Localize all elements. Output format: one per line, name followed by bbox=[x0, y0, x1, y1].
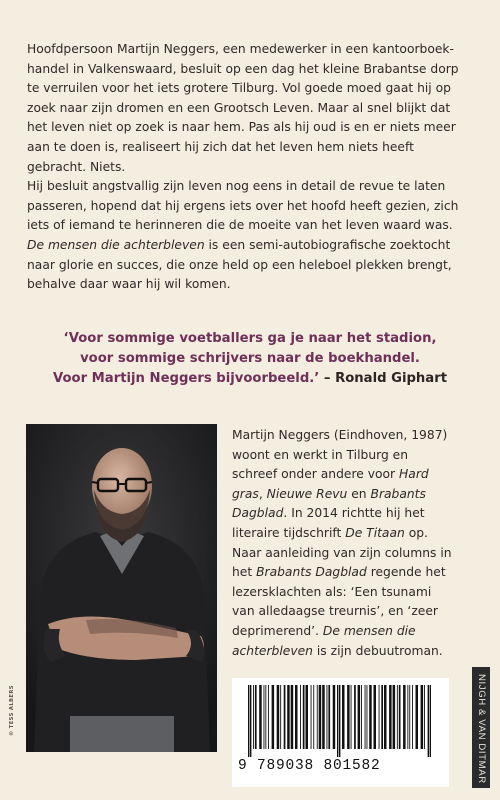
barcode-guard-bar bbox=[428, 685, 429, 757]
back-cover-blurb bbox=[27, 40, 467, 295]
blurb-paragraph-3-text: is een semi-autobiografische zoektocht naar glorie en succes, die onze held op een heleboel plekken brengt, behalve daar waar hij wil komen. bbox=[27, 237, 452, 292]
barcode-bar bbox=[259, 685, 262, 749]
barcode-bar bbox=[407, 685, 408, 749]
barcode-bar bbox=[272, 685, 275, 749]
barcode-bar bbox=[291, 685, 294, 749]
book-title-italic: De mensen die achterbleven bbox=[27, 237, 205, 252]
bio-italic-nieuwe-revu: Nieuwe Revu bbox=[266, 486, 348, 501]
blurb-paragraph-1: Hoofdpersoon Martijn Neggers, een medewerker in een kantoorboek-handel in Valkenswaard, besluit op een dag het kleine Brabantse dorp te verruilen voor het iets grotere Tilburg. Vol goede moed gaat hij op zoek naar zijn dromen en een Grootsch Leven. Maar al snel blijkt dat het leven niet op zoek is naar hem. Pas als hij oud is en er niets meer aan te doen is, realiseert hij zich dat het leven hem niets heeft gebracht. Niets. bbox=[27, 42, 459, 174]
blurb-paragraph-3 bbox=[27, 236, 467, 295]
barcode-bar bbox=[295, 685, 298, 749]
bio-text-7: is zijn debuutroman. bbox=[312, 643, 443, 658]
barcode-bar bbox=[280, 685, 281, 749]
barcode-bar bbox=[369, 685, 372, 749]
barcode-bar bbox=[393, 685, 396, 749]
barcode-bar bbox=[342, 685, 345, 749]
barcode-guard-bar bbox=[337, 685, 338, 757]
author-bio bbox=[232, 426, 457, 661]
endorsement-quote bbox=[20, 329, 480, 388]
barcode-guard-bar bbox=[250, 685, 251, 757]
barcode-bar bbox=[317, 685, 318, 749]
barcode-bar bbox=[361, 685, 362, 749]
bio-italic-brabants-dagblad-2: Brabants Dagblad bbox=[256, 565, 367, 580]
barcode-bar bbox=[303, 685, 305, 749]
barcode-bar bbox=[374, 685, 377, 749]
barcode-bar bbox=[403, 685, 406, 749]
bio-text-3: en bbox=[347, 486, 371, 501]
barcode-bar bbox=[397, 685, 398, 749]
barcode-bar bbox=[306, 685, 309, 749]
bio-text-2: , bbox=[258, 486, 267, 501]
barcode-bar bbox=[268, 685, 269, 749]
publisher-name: NIJGH & VAN DITMAR bbox=[476, 674, 487, 784]
bio-italic-brabants-dagblad: Brabants Dagblad bbox=[232, 486, 426, 521]
bio-text-1: Martijn Neggers (Eindhoven, 1987) woont en werkt in Tilburg en schreef onder andere voor bbox=[232, 428, 448, 482]
bio-text-4: . In 2014 richtte hij het literaire tijdschrift bbox=[232, 506, 425, 540]
quote-line-3 bbox=[20, 369, 480, 389]
barcode-bar bbox=[399, 685, 401, 749]
barcode-bar bbox=[311, 685, 312, 749]
bio-italic-de-titaan: De Titaan bbox=[345, 525, 405, 540]
barcode-bar bbox=[328, 685, 330, 749]
barcode-bar bbox=[277, 685, 280, 749]
barcode-bar bbox=[265, 685, 266, 749]
author-photo bbox=[26, 424, 217, 752]
barcode-bar bbox=[264, 685, 265, 749]
barcode-bar bbox=[412, 685, 413, 749]
barcode-box bbox=[232, 678, 449, 787]
isbn-number: 9 789038 801582 bbox=[238, 758, 381, 774]
barcode-bar bbox=[327, 685, 328, 749]
barcode-guard-bar bbox=[339, 685, 340, 757]
barcode-bar bbox=[351, 685, 352, 749]
bio-italic-hard-gras: Hard gras bbox=[232, 467, 429, 501]
barcode-bar bbox=[347, 685, 350, 749]
barcode-bar bbox=[255, 685, 257, 749]
barcode-guard-bar bbox=[248, 685, 249, 757]
barcode-bar bbox=[365, 685, 366, 749]
barcode-guard-bar bbox=[430, 685, 431, 757]
barcode-bar bbox=[300, 685, 301, 749]
barcode-bar bbox=[313, 685, 314, 749]
bio-text-6: regende het lezersklachten als: ‘Een tsunami van alledaagse treurnis’, en ‘zeer deprimerend’. bbox=[232, 565, 446, 638]
barcode-bar bbox=[421, 685, 424, 749]
barcode-bar bbox=[287, 685, 290, 749]
barcode-bar bbox=[319, 685, 322, 749]
quote-line-1: ‘Voor sommige voetballers ga je naar het stadion, bbox=[63, 331, 437, 346]
barcode-bar bbox=[381, 685, 383, 749]
barcode-bar bbox=[354, 685, 356, 749]
author-bio-text bbox=[232, 426, 457, 661]
barcode-bar bbox=[358, 685, 361, 749]
barcode-bar bbox=[384, 685, 387, 749]
barcode-bar bbox=[409, 685, 410, 749]
photo-credit: © TESS ALBERS bbox=[9, 685, 15, 736]
quote-line-2: voor sommige schrijvers naar de boekhandel. bbox=[80, 350, 420, 366]
quote-author: – Ronald Giphart bbox=[319, 370, 448, 386]
barcode-bar bbox=[367, 685, 368, 749]
barcode-bars bbox=[242, 685, 439, 757]
barcode-bar bbox=[333, 685, 336, 749]
bio-italic-book-title: De mensen die achterbleven bbox=[232, 623, 416, 658]
barcode-bar bbox=[389, 685, 392, 749]
barcode-bar bbox=[416, 685, 419, 749]
barcode-bar bbox=[253, 685, 254, 749]
publisher-logo bbox=[472, 667, 490, 788]
blurb-paragraph-2: Hij besluit angstvallig zijn leven nog eens in detail de revue te laten passeren, hopend dat hij ergens iets over het hoofd heeft gezien, zich iets of iemand te herinneren die de moeite van het leven waard was. bbox=[27, 179, 459, 233]
barcode-bar bbox=[322, 685, 325, 749]
bio-text-5: op. Naar aanleiding van zijn columns in het bbox=[232, 525, 452, 580]
barcode-bar bbox=[284, 685, 286, 749]
quote-line-3-text: Voor Martijn Neggers bijvoorbeeld.’ bbox=[52, 370, 320, 386]
barcode-bar bbox=[424, 685, 425, 749]
barcode-bar bbox=[379, 685, 380, 749]
